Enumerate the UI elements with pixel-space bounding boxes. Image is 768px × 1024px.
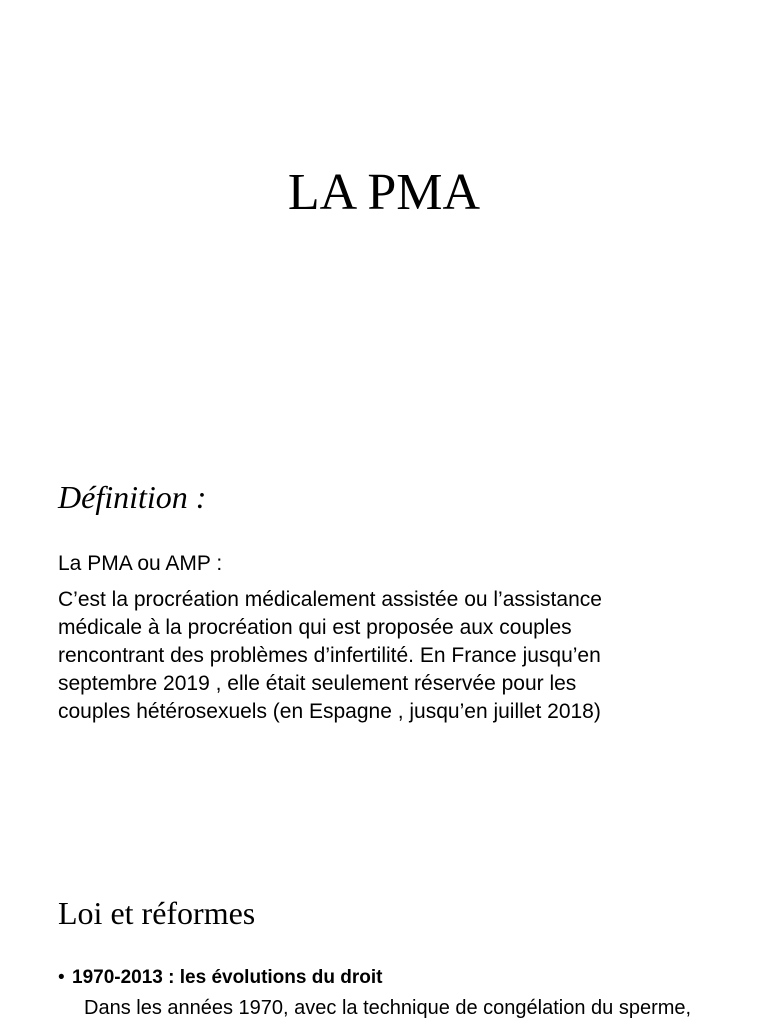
slide-title: LA PMA [287, 164, 481, 221]
definition-line: rencontrant des problèmes d’infertilité. En France jusqu’en [58, 644, 601, 667]
definition-line: médicale à la procréation qui est proposée aux couples [58, 616, 572, 639]
definition-subtitle: La PMA ou AMP : [58, 552, 223, 575]
definition-line: C’est la procréation médicalement assistée ou l’assistance [58, 588, 602, 611]
definition-line: septembre 2019 , elle était seulement réservée pour les [58, 672, 577, 695]
loi-bullet-item [58, 963, 748, 993]
definition-heading: Définition : [58, 479, 207, 515]
bullet-icon: • [58, 967, 65, 988]
loi-bullet-list [58, 963, 748, 1023]
loi-bullet-text: Dans les années 1970, avec la technique de congélation du sperme, [84, 997, 692, 1019]
definition-body [58, 550, 738, 726]
definition-line: couples hétérosexuels (en Espagne , jusqu’en juillet 2018) [58, 700, 601, 723]
loi-heading: Loi et réformes [58, 895, 256, 931]
loi-bullet-title: 1970-2013 : les évolutions du droit [72, 967, 383, 988]
